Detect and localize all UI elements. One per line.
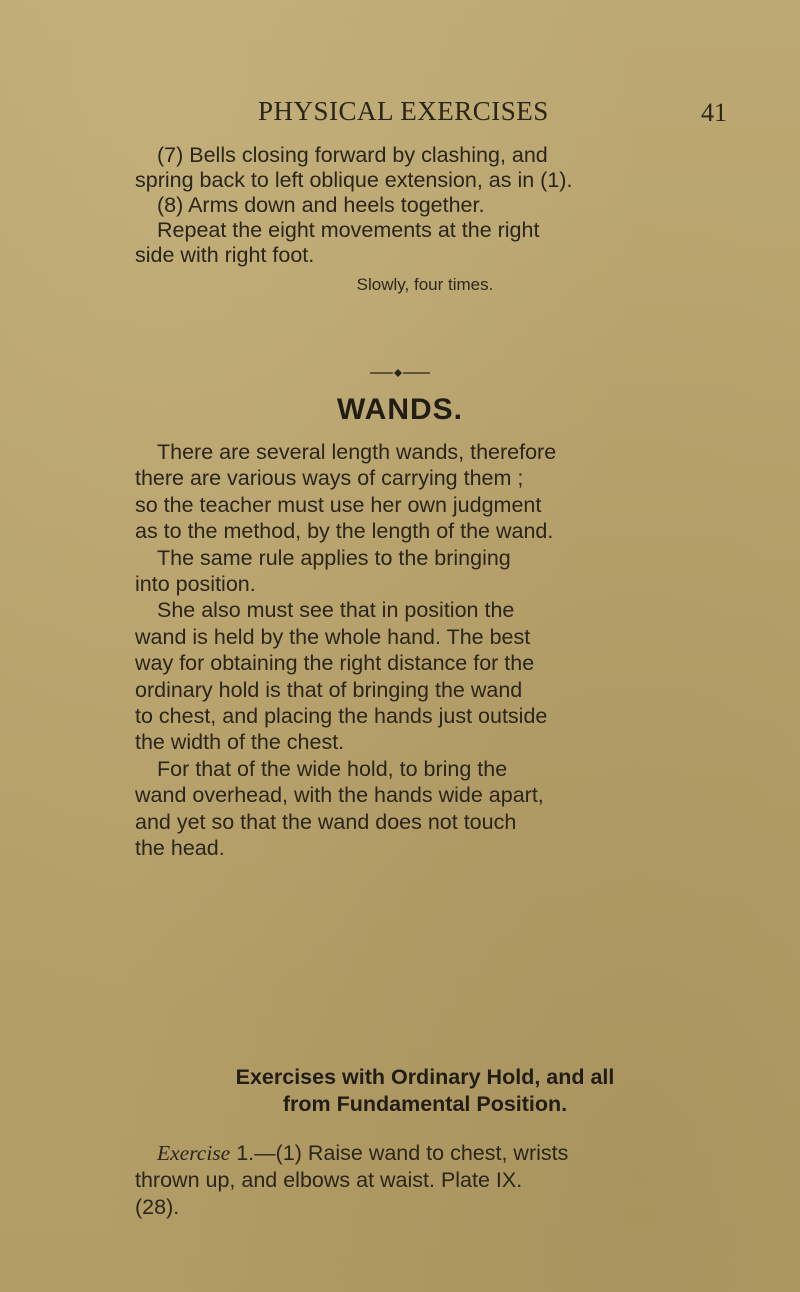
paragraph-line: to chest, and placing the hands just outside	[135, 704, 548, 729]
top-section	[135, 143, 715, 297]
paragraph-line: as to the method, by the length of the wand.	[135, 519, 554, 544]
page-number: 41	[701, 98, 727, 127]
exercises-subheading	[135, 1064, 715, 1118]
paragraph-line: wand is held by the whole hand. The best	[135, 624, 531, 649]
exercise-line	[135, 1140, 715, 1167]
running-title: PHYSICAL EXERCISES	[258, 96, 549, 126]
running-head	[0, 96, 800, 136]
paragraph-line: Repeat the eight movements at the right	[157, 218, 540, 242]
exercise-line: (28).	[135, 1195, 180, 1219]
paragraph-line: She also must see that in position the	[157, 598, 515, 623]
ornamental-rule-icon	[370, 367, 430, 379]
exercise-1	[135, 1140, 715, 1221]
paragraph-line: into position.	[135, 572, 256, 597]
paragraph-line: There are several length wands, therefore	[157, 440, 557, 464]
paragraph-line: so the teacher must use her own judgment	[135, 492, 542, 517]
paragraph-line: wand overhead, with the hands wide apart,	[135, 783, 544, 808]
subheading-line: from Fundamental Position.	[282, 1092, 568, 1116]
paragraph-line: side with right foot.	[135, 243, 315, 267]
subheading-line: Exercises with Ordinary Hold, and all	[235, 1065, 615, 1089]
paragraph-line: (8) Arms down and heels together.	[157, 193, 485, 217]
paragraph-line: the width of the chest.	[135, 730, 345, 755]
exercise-label: Exercise	[157, 1141, 231, 1165]
wands-section	[135, 439, 715, 862]
paragraph-line: the head.	[135, 836, 225, 861]
paragraph-line: and yet so that the wand does not touch	[135, 809, 517, 834]
repetition-note: Slowly, four times.	[356, 275, 494, 294]
paragraph-line: spring back to left oblique extension, as in (1).	[135, 168, 573, 192]
paragraph-line: there are various ways of carrying them ;	[135, 466, 524, 491]
exercise-text: 1.—(1) Raise wand to chest, wrists	[230, 1141, 569, 1165]
exercise-line: thrown up, and elbows at waist. Plate IX.	[135, 1168, 523, 1192]
paragraph-line: way for obtaining the right distance for the	[135, 651, 535, 676]
paragraph-line: The same rule applies to the bringing	[157, 545, 511, 570]
paragraph-line: For that of the wide hold, to bring the	[157, 756, 508, 781]
section-heading-wands: WANDS.	[337, 393, 463, 426]
paragraph-line: (7) Bells closing forward by clashing, and	[157, 143, 548, 167]
paragraph-line: ordinary hold is that of bringing the wand	[135, 677, 523, 702]
